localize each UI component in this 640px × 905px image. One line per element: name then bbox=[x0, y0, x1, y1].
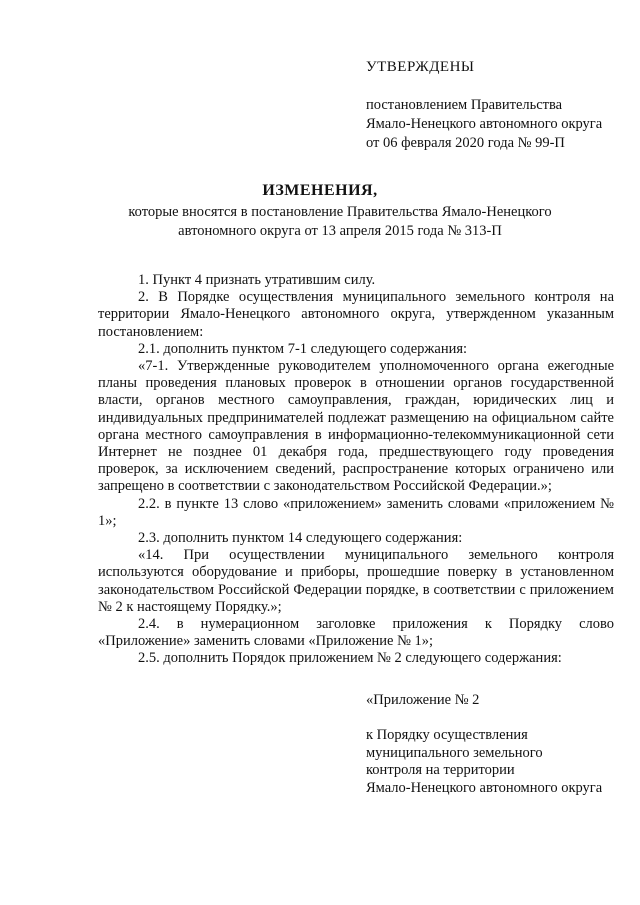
item-2: 2. В Порядке осуществления муниципального земельного контроля на территории Ямало-Ненецкого автономного округа, утвержденном указанным постановлением: bbox=[98, 289, 614, 340]
item-2-2: 2.2. в пункте 13 слово «приложением» заменить словами «приложением № 1»; bbox=[98, 495, 614, 529]
item-2-4: 2.4. в нумерационном заголовке приложения к Порядку слово «Приложение» заменить словами «Приложение № 1»; bbox=[98, 616, 614, 650]
appendix-line: Ямало-Ненецкого автономного округа bbox=[366, 779, 603, 796]
appendix-heading: «Приложение № 2 bbox=[366, 692, 480, 708]
appendix-block bbox=[366, 692, 636, 797]
item-2-1: 2.1. дополнить пунктом 7-1 следующего содержания: bbox=[138, 340, 468, 357]
appendix-line: контроля на территории bbox=[366, 762, 515, 778]
item-7-1-text: «7-1. Утвержденные руководителем уполномоченного органа ежегодные планы проведения плановых проверок в отношении органов государственной власти, органов местного самоуправления, граждан, юридических лиц и индивидуальных предпринимателей подлежат размещению на официальном сайте органа местного самоуправления в информационно-телекоммуникационной сети Интернет не позднее 01 декабря года, предшествующего году проведения проверок, за исключением сведений, распространение которых ограничено или запрещено в соответствии с законодательством Российской Федерации.»; bbox=[98, 358, 614, 495]
approval-line: Ямало-Ненецкого автономного округа bbox=[366, 116, 603, 132]
item-14-text: «14. При осуществлении муниципального земельного контроля используются оборудование и приборы, прошедшие поверку в установленном законодательством Российской Федерации порядке, в соответствии с приложением № 2 к настоящему Порядку.»; bbox=[98, 547, 614, 615]
appendix-line: к Порядку осуществления bbox=[366, 727, 528, 743]
subtitle-line-1: которые вносятся в постановление Правительства Ямало-Ненецкого bbox=[128, 204, 552, 220]
approval-heading: УТВЕРЖДЕНЫ bbox=[366, 59, 475, 75]
appendix-line: муниципального земельного bbox=[366, 744, 543, 761]
item-2-3: 2.3. дополнить пунктом 14 следующего содержания: bbox=[138, 530, 463, 547]
subtitle-line-2: автономного округа от 13 апреля 2015 года № 313-П bbox=[178, 223, 502, 239]
document-body bbox=[98, 272, 614, 668]
item-1: 1. Пункт 4 признать утратившим силу. bbox=[138, 272, 376, 288]
document-subtitle bbox=[120, 203, 560, 241]
document-title: ИЗМЕНЕНИЯ, bbox=[262, 182, 378, 199]
approval-line: от 06 февраля 2020 года № 99-П bbox=[366, 135, 565, 151]
approval-line: постановлением Правительства bbox=[366, 97, 563, 113]
approval-block bbox=[366, 58, 636, 153]
item-2-5: 2.5. дополнить Порядок приложением № 2 следующего содержания: bbox=[138, 650, 562, 667]
